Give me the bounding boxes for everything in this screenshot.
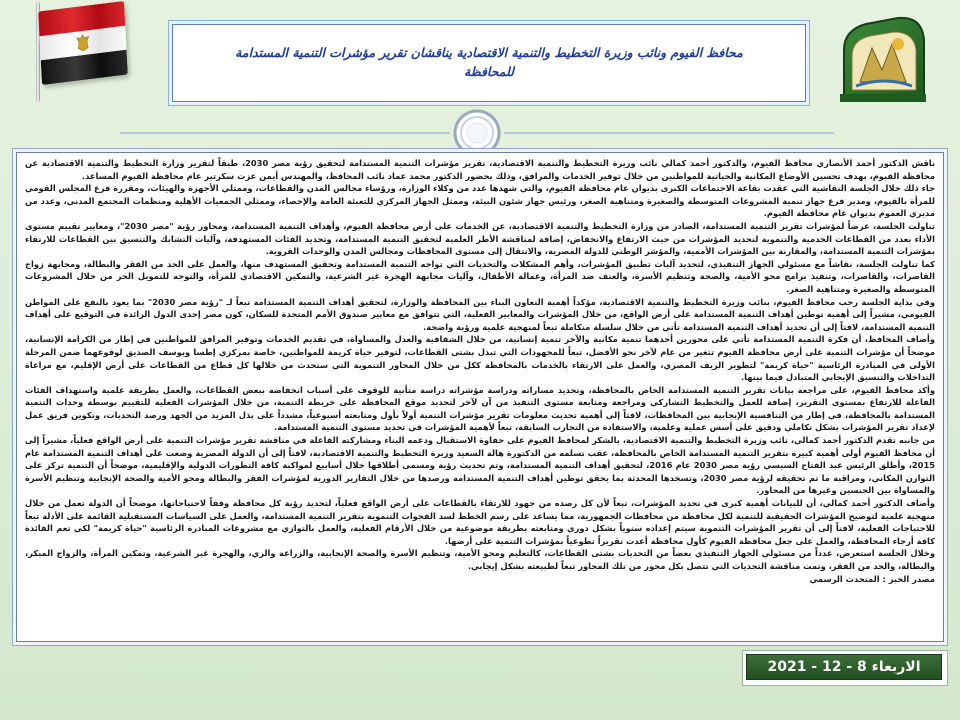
- paragraph-10: وخلال الجلسة استعرض، عدداً من مسئولي الجهاز التنفيذي بعضاً من التحديات بشتى القطاعات، كالتعليم ومحو الأمية، وتنظيم الأسرة والصحة الإنجابية، والزراعة والري، والهجرة غير الشرعية، وتمكين المرأة، والزواج المبكر، والبطالة، والحد من الفقر، وتمت مناقشة التحديات التي تتصل بكل محور من تلك المحاور تبعاً لطبيعته بشكل إيجابي.: [25, 548, 935, 571]
- egypt-flag-icon: [38, 1, 128, 85]
- headline-title: [217, 44, 761, 82]
- paragraph-5: وفي بداية الجلسة رحب محافظ الفيوم، بنائب وزيرة التخطيط والتنمية الاقتصادية، مؤكداً أهمية التعاون البناء بين المحافظة والوزارة، لتحقيق أهداف التنمية المستدامة تبعاً لـ "رؤية مصر 2030" بما يعود بالنفع على المواطن الفيومي، مشيراً إلى أهمية توطين أهداف التنمية المستدامة على أرض الواقع، من خلال المؤشرات والمعايير الفعلية، التي تتوافق مع معايير صندوق الأمم المتحدة للسكان، كون مصر إحدى الدول الرائدة في التوقيع على أهداف التنمية المستدامة، لافتاً إلى أن تحديد أهداف التنمية المستدامة تأتي من خلال سلسلة متكاملة تبعاً لمنهجية علمية ورؤية واضحة.: [25, 296, 935, 332]
- paragraph-6: وأضاف المحافظ، أن فكرة التنمية المستدامة تأتي على محورين أحدهما تنمية مكانية والآخر تنمية إنسانية، من خلال الشفافية والعدل والمساواة، في تقديم الخدمات وتوفير المرافق للمواطنين في إطار من الكرامة الإنسانية، موضحاً أن مؤشرات التنمية على أرض محافظة الفيوم تتغير من عام لآخر نحو الأفضل، تبعاً للمجهودات التي تبذل بشتى القطاعات، لتوفير حياة كريمة للمواطنين، خاصة بمركزي إطسا ويوسف الصديق لوقوعهما ضمن المرحلة الأولى في المبادرة الرئاسية "حياة كريمة" لتطوير الريف المصري، والعمل على الارتقاء بالخدمات بالمحافظة ككل من خلال المحاور التنموية التي ستحدث من خلالها كل قطاع من القطاعات على أرض الإقليم، مع مراعاة التداخلات والتنسيق الإيجابي المتبادل فيما بينها.: [25, 334, 935, 383]
- paragraph-9: وأضاف الدكتور أحمد كمالي، أن للبيانات أهمية كبرى في تحديد المؤشرات، تبعاً لأن كل رصده من جهود للارتقاء بالقطاعات على أرض الواقع فعلياً، لتحديد رؤية كل محافظة وفقاً لاحتياجاتها، موضحاً أن الدولة تعمل من خلال منهجية علمية لتوضيح المؤشرات الحقيقية للتنمية لكل محافظة من محافظات الجمهورية، مما يساعد على رسم الخطط لسد الفجوات التنموية بتقرير التنمية المستدامة، والعمل على السياسات المستقبلية القائمة على الأدلة تبعاً للاحتياجات الفعلية، لافتاً إلى أن تقرير المؤشرات التنموية سيتم إعداده سنوياً بشكل دوري ومتابعته بطريقة موضوعية من خلال الأرقام الفعلية، والعمل بالتوازي مع مشروعات المبادرة الرئاسية "حياة كريمة" لكي تعم الفائدة كافة أرجاء المحافظة، والعمل على جعل محافظة الفيوم كأول محافظة أعدت تقريراً تطوعياً بمؤشرات التنمية على أرضها.: [25, 498, 935, 546]
- eagle-emblem-icon: [75, 33, 92, 53]
- headline-line-1: محافظ الفيوم ونائب وزيرة التخطيط والتنمية الاقتصادية يناقشان تقرير مؤشرات التنمية المستدامة: [235, 45, 743, 61]
- divider-line-left: [120, 132, 450, 134]
- date-text: الاربعاء 8 - 12 - 2021: [767, 659, 921, 675]
- paragraph-4: كما تناولت الجلسة، نقاشاً مع مسئولي الجهاز التنفيذي، لتحديد آليات تطبيق المؤشرات، وأهم المشكلات والتحديات التي تواجه التنمية المستدامة وتحقيق المستهدف منها، والعمل على الحد من الفقر والبطالة، ومجابهة زواج القاصرات، والقاصرات، وتنفيذ برامج محو الأمية، والصحة وتنظيم الأسرة، والعنف ضد المرأة، وعمالة الأطفال، وآليات مجابهة الهجرة غير الشرعية، والتمكين الاقتصادي للمرأة، والتوجه للتمويل الحر من خلال المشروعات المتوسطة والصغيرة ومتناهية الصغر.: [25, 258, 935, 294]
- paragraph-3: تناولت الجلسة، عرضاً لمؤشرات تقرير التنمية المستدامة، الصادر من وزارة التخطيط والتنمية الاقتصادية، عن الخدمات على أرض محافظة الفيوم، وأهداف التنمية المستدامة، ومحاور رؤية "مصر 2030"، ومعايير تقييم مستوى الأداء بعدد من القطاعات الخدمية والتنموية لتحديد المؤشرات من حيث الارتفاع والانخفاض، إضافة لمناقشة الأطر العلمية لتحقيق التنمية المستدامة، وتحديد الفئات المستهدفة، وآليات التشابك والتنسيق بين القطاعات للارتقاء بمؤشرات التنمية المستدامة، والمقارنة بين المؤشرات الأممية، والمؤشر الوطني للدولة المصرية، والانتقال إلى مستوى المحافظات ومجالس المدن والوحدات القروية.: [25, 220, 935, 257]
- headline-line-2: للمحافظة: [464, 64, 514, 79]
- news-source: مصدر الخبر : المتحدث الرسمي: [809, 573, 935, 584]
- article-body: [16, 152, 944, 642]
- divider-line-right: [504, 132, 834, 134]
- fayoum-governorate-logo-icon: [836, 10, 930, 106]
- paragraph-7: وأكد محافظ الفيوم، على مراجعة بيانات تقرير التنمية المستدامة الخاص بالمحافظة، وتحديد مساراته ودراسة مؤشراته دراسة متأنية للوقوف على أسباب انخفاضه ببعض القطاعات، والعمل بطريقة علمية واستهداف الفئات الفاعلة للارتفاع بمستوى التقرير، إضافة للعمل والتخطيط التشاركي ومراجعة ومتابعة مستوى التنفيذ من آن لآخر لتحديد موقع المحافظة على خريطة التنمية، من خلال المؤشرات الفعلية للتقييم بوسطة وحدات التنمية المستدامة بالمحافظة، في إطار من التنافسية الإيجابية بين المحافظات، لافتاً إلى أهمية تحديث معلومات تقرير مؤشرات التنمية أولاً بأول ومتابعته أسبوعياً، مشدداً على بذل المزيد من الجهد ورصد التحديات، وتكوين فريق عمل لإعداد تقرير المؤشرات بشكل تكاملي ودقيق على أسس عملية وعلمية، والاستفادة من التجارب السابقة، تبعاً لأهمية المؤشرات في تحديد مستوى التنمية المستدامة.: [25, 384, 935, 433]
- paragraph-8: من جانبه تقدم الدكتور أحمد كمالي، نائب وزيرة التخطيط والتنمية الاقتصادية، بالشكر لمحافظ الفيوم على حفاوة الاستقبال ودعمه البناء ومشاركته الفاعلة في مناقشة تقرير مؤشرات التنمية على أرض الواقع فعلياً، مشيراً إلى أن محافظ الفيوم أولى أهمية كبيرة بتقرير التنمية المستدامة الخاص بالمحافظة، عقب تسلمه من الدكتورة هالة السعيد وزيرة التخطيط والتنمية الاقتصادية، لافتاً إلى أن الدولة المصرية وضعت على أهداف التنمية المستدامة عام 2015، وأطلق الرئيس عبد الفتاح السيسي رؤية مصر 2030 عام 2016، لتحقيق أهداف التنمية المستدامة، وتم تحديث رؤية ومسمى أطلاقها خلال أسابيع لمواكبة كافة التطورات الدولية والإقليمية، موضحاً أن التنمية تركز على التوازن المكاني، ومراقبة ما تم تحقيقه لرؤية مصر 2030، وتسخدها المحدثة بما يحقق توطين أهداف التنمية المستدامة ورصدها من خلال التقارير الدورية لمؤشرات الفقر والبطالة ومحو الأمية والصحة الإنجابية وتنظيم الأسرة والمساواة بين الجنسين وغيرها من المحاور.: [25, 435, 935, 496]
- paragraph-2: جاء ذلك خلال الجلسة النقاشية التي عقدت بقاعة الاجتماعات الكبرى بديوان عام محافظة الفيوم، والتي شهدها عدد من وكلاء الوزارة، ورؤساء مجالس المدن والقطاعات، وممثلي الأجهزة والهيئات، ومقررة فرع المجلس القومي للمرأة بالفيوم، ومدير فرع جهاز تنمية المشروعات المتوسطة والصغيرة ومتناهية الصغر، ورئيس جهاز شئون البيئة، وممثل الجهاز المركزي للتعبئة العامة والإحصاء، وممثلي الجمعيات الأهلية ومنظمات المجتمع المدني، وعدد من مديري العموم بديوان عام محافظة الفيوم.: [25, 183, 935, 219]
- date-bar: [746, 654, 942, 680]
- headline-box: [172, 24, 806, 102]
- paragraph-1: ناقش الدكتور أحمد الأنصاري محافظ الفيوم، والدكتور أحمد كمالي نائب وزيرة التخطيط والتنمية الاقتصادية، تقرير مؤشرات التنمية المستدامة لتحقيق رؤية مصر 2030، طبقاً لتقرير وزارة التخطيط والتنمية الاقتصادية عن محافظة الفيوم، بهدف تحسين الأوضاع المكانية والحياتية للمواطنين من خلال توفير الخدمات والمرافق، وذلك بحضور الدكتور محمد عماد نائب المحافظ، والمهندس أيمن عزت سكرتير عام محافظة الفيوم المساعد.: [25, 158, 935, 181]
- ring-ornament-icon: [452, 108, 502, 158]
